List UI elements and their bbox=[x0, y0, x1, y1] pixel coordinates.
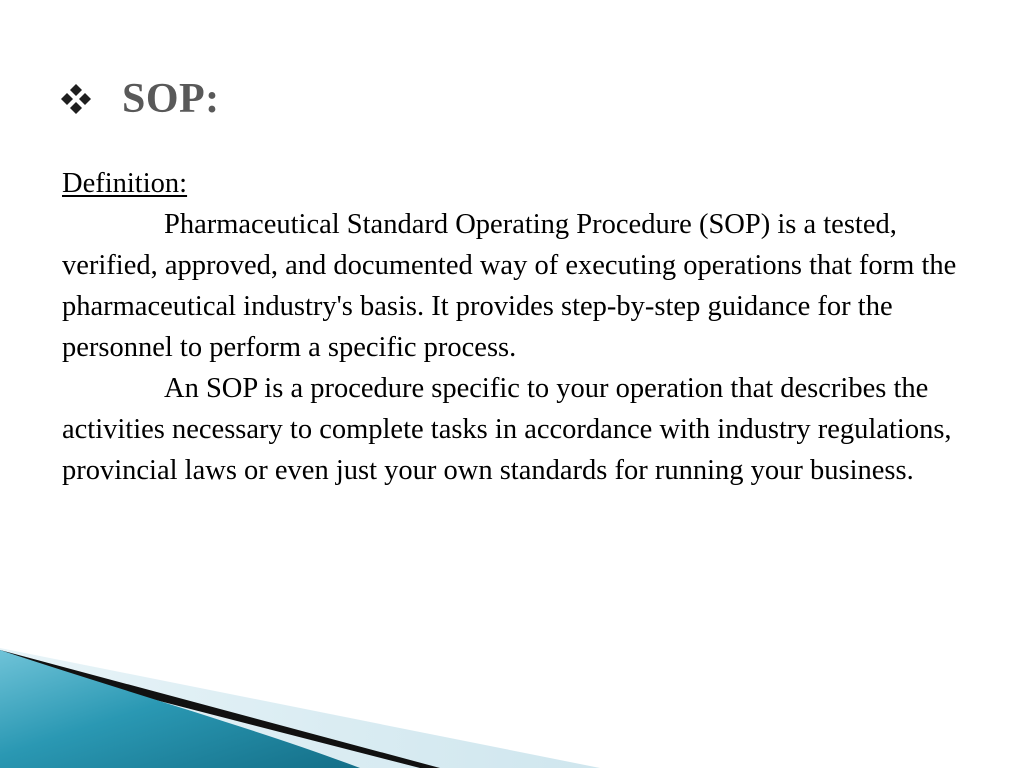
four-diamond-bullet-icon bbox=[60, 83, 92, 115]
definition-paragraph-1: Pharmaceutical Standard Operating Procedure (SOP) is a tested, verified, approved, and documented way of executing operations that form the pharmaceutical industry's basis. It provides step-by-step guidance for the personnel to perform a specific process. bbox=[62, 209, 957, 363]
definition-label: Definition: bbox=[62, 168, 188, 199]
title-row bbox=[60, 74, 220, 124]
definition-paragraph-2: An SOP is a procedure specific to your operation that describes the activities necessary to complete tasks in accordance with industry regulations, provincial laws or even just your own standards for running your business. bbox=[62, 373, 952, 486]
slide-body bbox=[62, 163, 967, 491]
slide-title: SOP: bbox=[122, 76, 220, 122]
corner-teal-band bbox=[0, 650, 360, 768]
